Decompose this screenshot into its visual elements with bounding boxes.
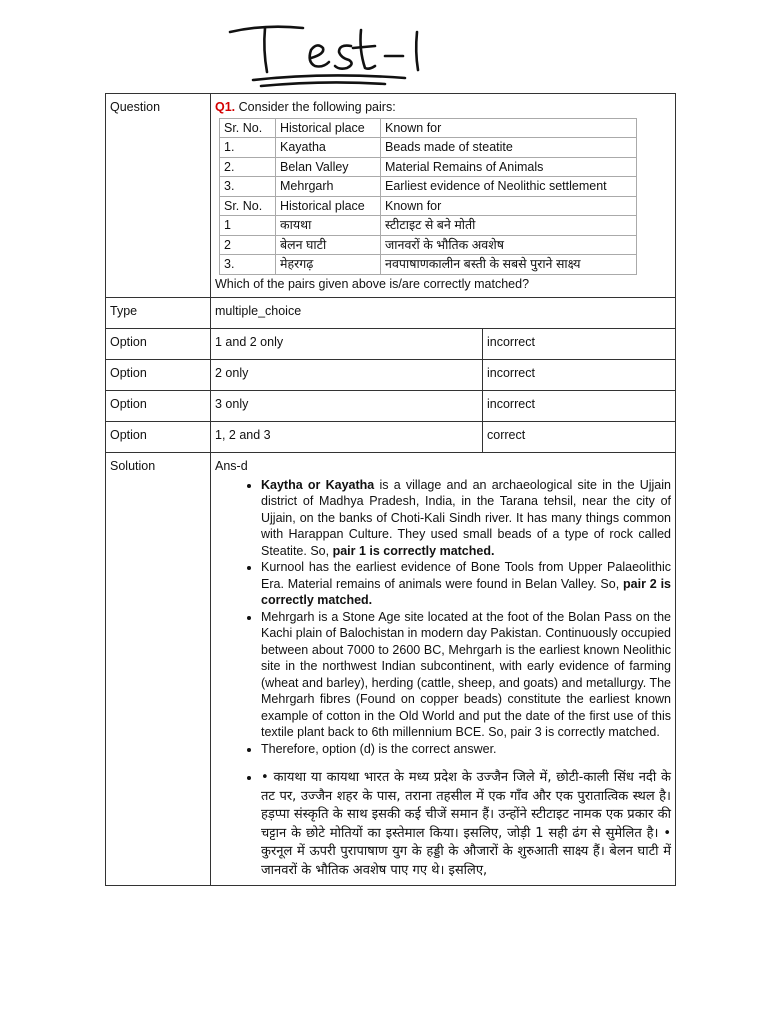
pairs-cell: 1. bbox=[220, 138, 276, 158]
option-row bbox=[106, 329, 676, 360]
list-item-hindi: • • कायथा या कायथा भारत के मध्य प्रदेश के उज्जैन जिले में, छोटी-काली सिंध नदी के तट पर, उज्जैन शहर के पास, तराना तहसील में एक गाँव और एक पुरातात्विक स्थल है। हड़प्पा संस्कृति के साथ इसकी कई चीजें समान हैं। उन्होंने स्टीटाइट नामक एक प्रकार की चट्टान के छोटे मोतियों का इस्तेमाल किया। इसलिए, जोड़ी 1 सही ढंग से सुमेलित है। • कुरनूल में ऊपरी पुरापाषाण युग के हड्डी के औजारों के शुरुआती साक्ष्य हैं। बेलन घाटी में जानवरों के भौतिक अवशेष पाए गए थे। इसलिए, bbox=[261, 769, 671, 880]
pairs-cell: 2 bbox=[220, 235, 276, 255]
pairs-header-cell: Sr. No. bbox=[220, 196, 276, 216]
option-row bbox=[106, 422, 676, 453]
body-text: Kurnool has the earliest evidence of Bone Tools from Upper Palaeolithic Era. Material remains of animals were found in Belan Valley. So, bbox=[261, 560, 671, 591]
pairs-cell: 3. bbox=[220, 255, 276, 275]
handwritten-title bbox=[225, 10, 425, 90]
bold-text: pair 2 is correctly matched. bbox=[261, 576, 672, 607]
pairs-cell: Earliest evidence of Neolithic settlement bbox=[381, 177, 637, 197]
solution-content bbox=[211, 453, 676, 886]
pairs-cell: नवपाषाणकालीन बस्ती के सबसे पुराने साक्ष्य bbox=[381, 255, 637, 275]
option-label: Option bbox=[106, 391, 211, 422]
bold-text: Kaytha or Kayatha bbox=[261, 477, 375, 492]
question-prompt: Consider the following pairs: bbox=[238, 100, 396, 114]
pairs-cell: 3. bbox=[220, 177, 276, 197]
list-item bbox=[261, 559, 671, 609]
solution-label: Solution bbox=[106, 453, 211, 886]
question-table bbox=[105, 93, 676, 886]
solution-row bbox=[106, 453, 676, 886]
pairs-cell: Kayatha bbox=[276, 138, 381, 158]
option-status: incorrect bbox=[483, 329, 676, 360]
pairs-cell: मेहरगढ़ bbox=[276, 255, 381, 275]
pairs-header-cell: Known for bbox=[381, 118, 637, 138]
option-text: 1 and 2 only bbox=[211, 329, 483, 360]
pairs-header-cell: Historical place bbox=[276, 196, 381, 216]
body-text: is a village and an archaeological site in the Ujjain district of Madhya Pradesh, India, in the Tarana tehsil, near the city of Ujjain, on the banks of Choti-Kali Sindh river. It has many things common with Harappan Culture. They used small beads of a type of rock called Steatite. So, bbox=[261, 477, 671, 558]
option-status: incorrect bbox=[483, 360, 676, 391]
pairs-cell: 1 bbox=[220, 216, 276, 236]
option-label: Option bbox=[106, 422, 211, 453]
pairs-cell: जानवरों के भौतिक अवशेष bbox=[381, 235, 637, 255]
option-text: 3 only bbox=[211, 391, 483, 422]
pairs-header-cell: Sr. No. bbox=[220, 118, 276, 138]
option-label: Option bbox=[106, 360, 211, 391]
solution-answer: Ans-d bbox=[215, 459, 248, 473]
question-closing: Which of the pairs given above is/are correctly matched? bbox=[215, 276, 530, 291]
pairs-cell: Beads made of steatite bbox=[381, 138, 637, 158]
pairs-table bbox=[219, 118, 637, 275]
option-label: Option bbox=[106, 329, 211, 360]
option-row bbox=[106, 360, 676, 391]
pairs-cell: Belan Valley bbox=[276, 157, 381, 177]
pairs-header-cell: Historical place bbox=[276, 118, 381, 138]
solution-list bbox=[215, 477, 671, 881]
list-item: • Mehrgarh is a Stone Age site located at the foot of the Bolan Pass on the Kachi plain of Balochistan in modern day Pakistan. Continuously occupied between about 7000 to 2600 BC, Mehrgarh is the earliest known Neolithic site in the northwest Indian subcontinent, with early evidence of farming (wheat and barley), herding (cattle, sheep, and goats) and metallurgy. The Mehrgarh fibres (Found on copper beads) constitute the earliest known example of cotton in the Old World and put the date of the first use of this textile plant back to 6th millennium BCE. So, pair 3 is correctly matched. bbox=[261, 609, 671, 741]
pairs-cell: Material Remains of Animals bbox=[381, 157, 637, 177]
bold-text: pair 1 is correctly matched. bbox=[332, 543, 495, 558]
type-row bbox=[106, 298, 676, 329]
pairs-cell: कायथा bbox=[276, 216, 381, 236]
option-status: correct bbox=[483, 422, 676, 453]
list-item: • Therefore, option (d) is the correct answer. bbox=[261, 741, 671, 758]
question-label: Question bbox=[106, 94, 211, 298]
option-text: 2 only bbox=[211, 360, 483, 391]
type-label: Type bbox=[106, 298, 211, 329]
pairs-cell: स्टीटाइट से बने मोती bbox=[381, 216, 637, 236]
pairs-cell: Mehrgarh bbox=[276, 177, 381, 197]
type-value: multiple_choice bbox=[211, 298, 676, 329]
question-row bbox=[106, 94, 676, 298]
option-text: 1, 2 and 3 bbox=[211, 422, 483, 453]
question-number: Q1. bbox=[215, 100, 236, 114]
pairs-header-cell: Known for bbox=[381, 196, 637, 216]
option-row bbox=[106, 391, 676, 422]
pairs-cell: बेलन घाटी bbox=[276, 235, 381, 255]
option-status: incorrect bbox=[483, 391, 676, 422]
pairs-cell: 2. bbox=[220, 157, 276, 177]
question-content bbox=[211, 94, 676, 298]
list-item bbox=[261, 477, 671, 560]
